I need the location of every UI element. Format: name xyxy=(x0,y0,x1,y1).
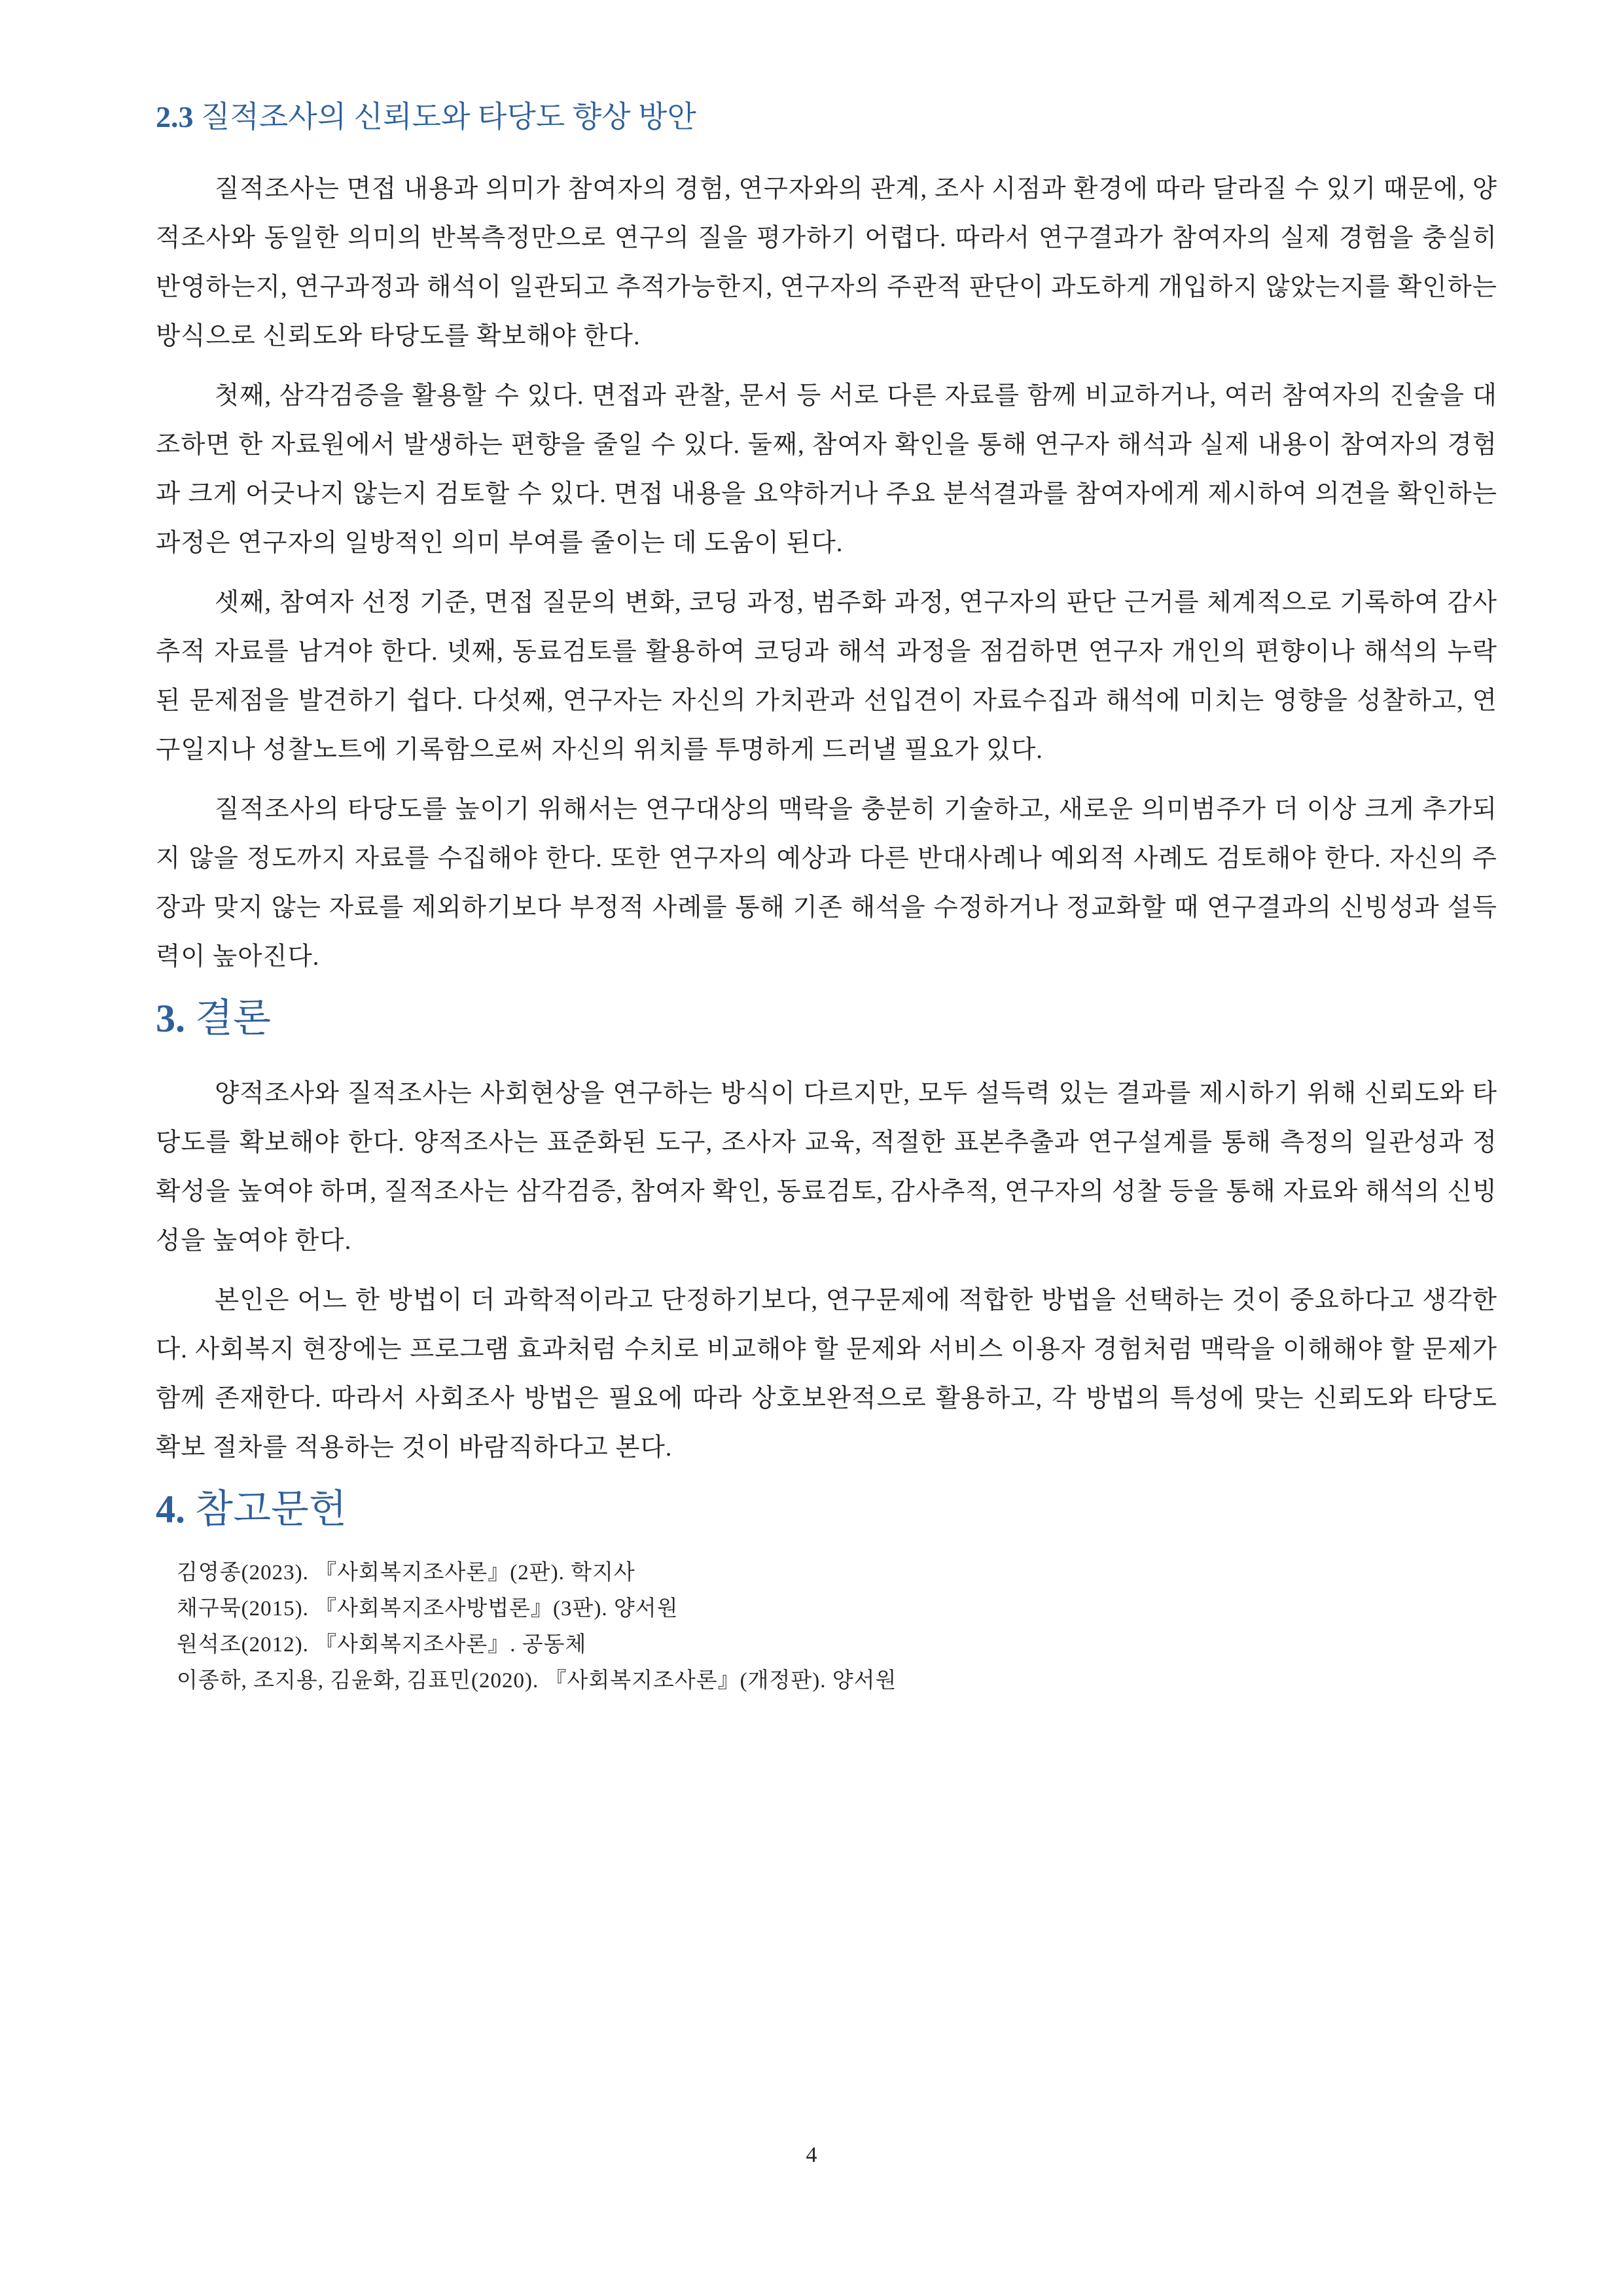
reference-item: 이종하, 조지용, 김윤화, 김표민(2020). 『사회복지조사론』(개정판). 양서원 xyxy=(177,1668,897,1693)
section-number: 4. xyxy=(156,1487,185,1531)
body-paragraph: 첫째, 삼각검증을 활용할 수 있다. 면접과 관찰, 문서 등 서로 다른 자료를 함께 비교하거나, 여러 참여자의 진술을 대조하면 한 자료원에서 발생하는 편향을 줄일 수 있다. 둘째, 참여자 확인을 통해 연구자 해석과 실제 내용이 참여자의 경험과 크게 어긋나지 않는지 검토할 수 있다. 면접 내용을 요약하거나 주요 분석결과를 참여자에게 제시하여 의견을 확인하는 과정은 연구자의 일방적인 의미 부여를 줄이는 데 도움이 된다. xyxy=(156,382,1497,557)
document-page xyxy=(156,98,1497,1699)
body-paragraph: 본인은 어느 한 방법이 더 과학적이라고 단정하기보다, 연구문제에 적합한 방법을 선택하는 것이 중요하다고 생각한다. 사회복지 현장에는 프로그램 효과처럼 수치로 비교해야 할 문제와 서비스 이용자 경험처럼 맥락을 이해해야 할 문제가 함께 존재한다. 따라서 사회조사 방법은 필요에 따라 상호보완적으로 활용하고, 각 방법의 특성에 맞는 신뢰도와 타당도 확보 절차를 적용하는 것이 바람직하다고 본다. xyxy=(156,1286,1497,1462)
section-number: 2.3 xyxy=(156,100,194,134)
reference-list xyxy=(177,1555,1497,1699)
section-heading-2-3 xyxy=(156,98,1497,136)
reference-item: 채구묵(2015). 『사회복지조사방법론』(3판). 양서원 xyxy=(177,1596,679,1621)
reference-item: 김영종(2023). 『사회복지조사론』(2판). 학지사 xyxy=(177,1560,635,1585)
section-title: 결론 xyxy=(195,996,271,1040)
page-number: 4 xyxy=(806,2143,817,2167)
body-paragraph: 질적조사의 타당도를 높이기 위해서는 연구대상의 맥락을 충분히 기술하고, 새로운 의미범주가 더 이상 크게 추가되지 않을 정도까지 자료를 수집해야 한다. 또한 연구자의 예상과 다른 반대사례나 예외적 사례도 검토해야 한다. 자신의 주장과 맞지 않는 자료를 제외하기보다 부정적 사례를 통해 기존 해석을 수정하거나 정교화할 때 연구결과의 신빙성과 설득력이 높아진다. xyxy=(156,795,1497,971)
body-paragraph: 양적조사와 질적조사는 사회현상을 연구하는 방식이 다르지만, 모두 설득력 있는 결과를 제시하기 위해 신뢰도와 타당도를 확보해야 한다. 양적조사는 표준화된 도구, 조사자 교육, 적절한 표본추출과 연구설계를 통해 측정의 일관성과 정확성을 높여야 하며, 질적조사는 삼각검증, 참여자 확인, 동료검토, 감사추적, 연구자의 성찰 등을 통해 자료와 해석의 신빙성을 높여야 한다. xyxy=(156,1079,1497,1255)
section-number: 3. xyxy=(156,996,185,1040)
body-paragraph: 셋째, 참여자 선정 기준, 면접 질문의 변화, 코딩 과정, 범주화 과정, 연구자의 판단 근거를 체계적으로 기록하여 감사 추적 자료를 남겨야 한다. 넷째, 동료검토를 활용하여 코딩과 해석 과정을 점검하면 연구자 개인의 편향이나 해석의 누락된 문제점을 발견하기 쉽다. 다섯째, 연구자는 자신의 가치관과 선입견이 자료수집과 해석에 미치는 영향을 성찰하고, 연구일지나 성찰노트에 기록함으로써 자신의 위치를 투명하게 드러낼 필요가 있다. xyxy=(156,588,1497,764)
section-heading-4 xyxy=(156,1486,1497,1533)
section-title: 질적조사의 신뢰도와 타당도 향상 방안 xyxy=(201,100,696,134)
section-heading-3 xyxy=(156,995,1497,1042)
reference-item: 원석조(2012). 『사회복지조사론』. 공동체 xyxy=(177,1632,587,1657)
section-title: 참고문헌 xyxy=(195,1487,347,1531)
body-paragraph: 질적조사는 면접 내용과 의미가 참여자의 경험, 연구자와의 관계, 조사 시점과 환경에 따라 달라질 수 있기 때문에, 양적조사와 동일한 의미의 반복측정만으로 연구의 질을 평가하기 어렵다. 따라서 연구결과가 참여자의 실제 경험을 충실히 반영하는지, 연구과정과 해석이 일관되고 추적가능한지, 연구자의 주관적 판단이 과도하게 개입하지 않았는지를 확인하는 방식으로 신뢰도와 타당도를 확보해야 한다. xyxy=(156,175,1497,350)
